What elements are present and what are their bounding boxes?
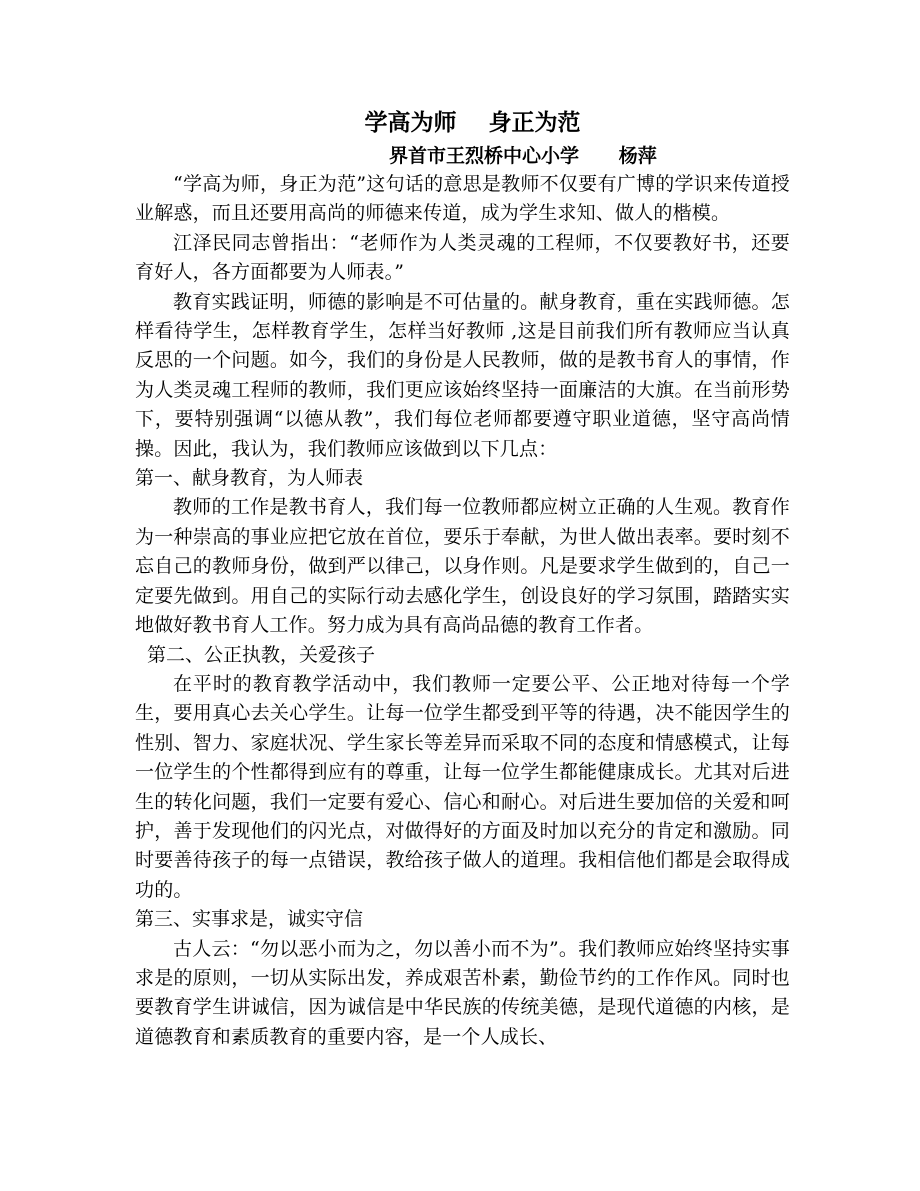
section-heading-3: 第三、实事求是，诚实守信 (135, 908, 364, 931)
section-body-1: 教师的工作是教书育人，我们每一位教师都应树立正确的人生观。教育作为一种崇高的事业应把它放在首位，要乐于奉献，为世人做出表率。要时刻不忘自己的教师身份，做到严以律己，以身作则。凡是要求学生做到的，自己一定要先做到。用自己的实际行动去感化学生，创设良好的学习氛围，踏踏实实地做好教书育人工作。努力成为具有高尚品德的教育工作者。 (135, 496, 790, 637)
author-byline: 界首市王烈桥中心小学 杨萍 (389, 145, 657, 167)
section-body-2: 在平时的教育教学活动中，我们教师一定要公平、公正地对待每一个学生，要用真心去关心学生。让每一位学生都受到平等的待遇，决不能因学生的性别、智力、家庭状况、学生家长等差异而采取不同的态度和情感模式，让每一位学生的个性都得到应有的尊重，让每一位学生都能健康成长。尤其对后进生的转化问题，我们一定要有爱心、信心和耐心。对后进生要加倍的关爱和呵护，善于发现他们的闪光点，对做得好的方面及时加以充分的肯定和激励。同时要善待孩子的每一点错误，教给孩子做人的道理。我相信他们都是会取得成功的。 (135, 672, 790, 901)
intro-paragraph-3: 教育实践证明，师德的影响是不可估量的。献身教育，重在实践师德。怎样看待学生，怎样教育学生，怎样当好教师 ,这是目前我们所有教师应当认真反思的一个问题。如今，我们的身份是人民教师，做的是教书育人的事情，作为人类灵魂工程师的教师，我们更应该始终坚持一面廉洁的大旗。在当前形势下，要特别强调“以德从教”，我们每位老师都要遵守职业道德，坚守高尚情操。因此，我认为，我们教师应该做到以下几点： (135, 290, 790, 460)
section-heading-1: 第一、献身教育，为人师表 (135, 467, 364, 490)
intro-paragraph-2: 江泽民同志曾指出：“老师作为人类灵魂的工程师，不仅要教好书，还要育好人，各方面都要为人师表。” (135, 231, 790, 284)
document-page (135, 104, 790, 1052)
section-body-3: 古人云：“勿以恶小而为之，勿以善小而不为”。我们教师应始终坚持实事求是的原则，一切从实际出发，养成艰苦朴素，勤俭节约的工作作风。同时也要教育学生讲诚信，因为诚信是中华民族的传统美德，是现代道德的内核，是道德教育和素质教育的重要内容，是一个人成长、 (135, 937, 790, 1048)
document-title: 学高为师 身正为范 (364, 109, 581, 136)
intro-paragraph-1: “学高为师，身正为范”这句话的意思是教师不仅要有广博的学识来传道授业解惑，而且还要用高尚的师德来传道，成为学生求知、做人的楷模。 (135, 173, 790, 225)
section-heading-2: 第二、公正执教，关爱孩子 (147, 643, 376, 666)
